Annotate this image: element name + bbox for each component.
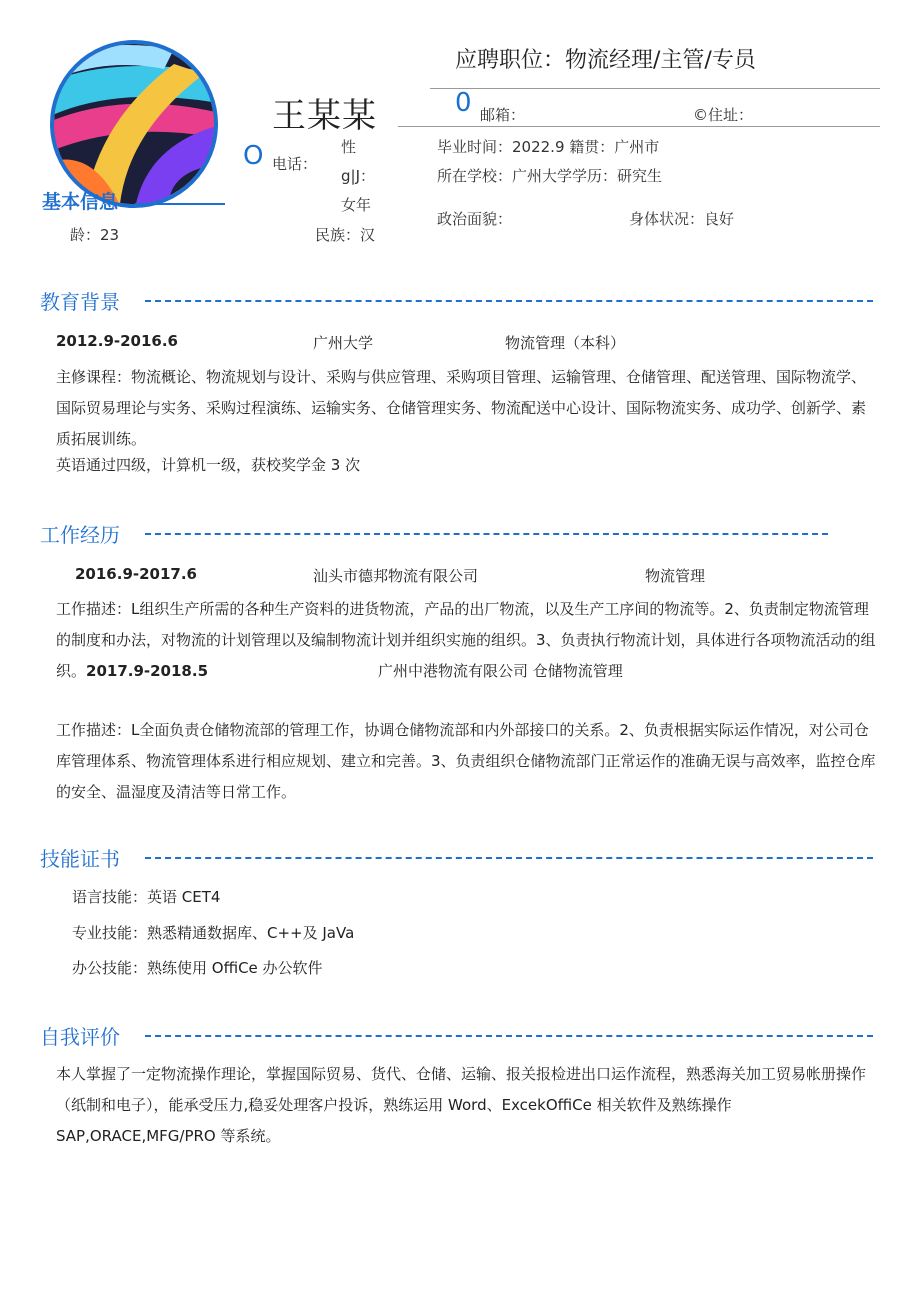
- education-school: 广州大学: [313, 334, 374, 352]
- job2-description: 工作描述：L全面负责仓储物流部的管理工作，协调仓储物流部和内外部接口的关系。2、负责根据实际运作情况，对公司仓库管理体系、物流管理体系进行相应规划、建立和完善。3、负责组织仓储物流部门正常运作的准确无误与高效率，监控仓库的安全、温湿度及清洁等日常工作。: [56, 721, 876, 801]
- skill-office: 办公技能：熟练使用 OffiCe 办公软件: [72, 959, 323, 977]
- job2-company-role: 广州中港物流有限公司 仓储物流管理: [378, 662, 623, 680]
- education-divider: [145, 300, 873, 302]
- basic-info-underline: [135, 203, 225, 205]
- self-eval-title: 自我评价: [40, 1025, 120, 1049]
- work-divider: [145, 533, 828, 535]
- school-info: 所在学校：广州大学学历：研究生: [437, 167, 663, 185]
- email-icon: 0: [455, 88, 472, 118]
- skills-title: 技能证书: [40, 847, 120, 871]
- phone-label: 电话：: [272, 155, 318, 173]
- skill-language: 语言技能：英语 CET4: [72, 888, 221, 906]
- address-label: ©住址：: [693, 106, 754, 124]
- applied-position: 应聘职位：物流经理/主管/专员: [455, 48, 756, 73]
- candidate-name: 王某某: [272, 96, 377, 136]
- work-title: 工作经历: [40, 523, 120, 547]
- avatar-abstract-image: [54, 44, 214, 204]
- education-title: 教育背景: [40, 290, 120, 314]
- basic-info-title: 基本信息: [42, 191, 119, 213]
- age-value: 龄：23: [70, 226, 120, 244]
- job1-description: [56, 594, 880, 687]
- phone-icon: O: [243, 141, 264, 171]
- job1-period: 2016.9-2017.6: [75, 565, 197, 583]
- header-divider-bottom: [398, 126, 880, 127]
- education-courses: 主修课程：物流概论、物流规划与设计、采购与供应管理、采购项目管理、运输管理、仓储管理、配送管理、国际物流学、国际贸易理论与实务、采购过程演练、运输实务、仓储管理实务、物流配送中心设计、国际物流实务、成功学、创新学、素质拓展训练。: [56, 368, 867, 448]
- ethnicity-value: 民族：汉: [315, 226, 376, 244]
- job1-company: 汕头市德邦物流有限公司: [313, 567, 479, 585]
- health-info: 身体状况：良好: [629, 210, 735, 228]
- header-divider-top: [430, 88, 880, 89]
- self-eval-text: 本人掌握了一定物流操作理论，掌握国际贸易、货代、仓储、运输、报关报检进出口运作流程，熟悉海关加工贸易帐册操作（纸制和电子），能承受压力,稳妥处理客户投诉，熟练运用 Word、ExcekOffiCe 相关软件及熟练操作 SAP,ORACE,MFG/PRO 等系统。: [56, 1065, 867, 1145]
- job1-role: 物流管理: [645, 567, 706, 585]
- gender-label-1: 性: [341, 138, 357, 156]
- skill-professional: 专业技能：熟悉精通数据库、C++及 JaVa: [72, 924, 355, 942]
- education-period: 2012.9-2016.6: [56, 332, 178, 350]
- gender-value: 女年: [341, 196, 372, 214]
- education-major: 物流管理（本科）: [505, 334, 626, 352]
- email-label: 邮箱：: [480, 106, 526, 124]
- gender-label-2: g|J：: [341, 167, 375, 185]
- self-eval-divider: [145, 1035, 873, 1037]
- job2-period: 2017.9-2018.5: [86, 662, 209, 680]
- politics-label: 政治面貌：: [437, 210, 513, 228]
- job1-description-text: 工作描述：L组织生产所需的各种生产资料的进货物流，产品的出厂物流，以及生产工序间的物流等。2、负责制定物流管理的制度和办法，对物流的计划管理以及编制物流计划并组织实施的组织。3、负责执行物流计划，具体进行各项物流活动的组织。: [56, 600, 876, 680]
- education-honors: 英语通过四级，计算机一级，获校奖学金 3 次: [56, 456, 361, 474]
- graduation-info: 毕业时间：2022.9 籍贯：广州市: [437, 138, 660, 156]
- skills-divider: [145, 857, 873, 859]
- avatar: [50, 40, 218, 208]
